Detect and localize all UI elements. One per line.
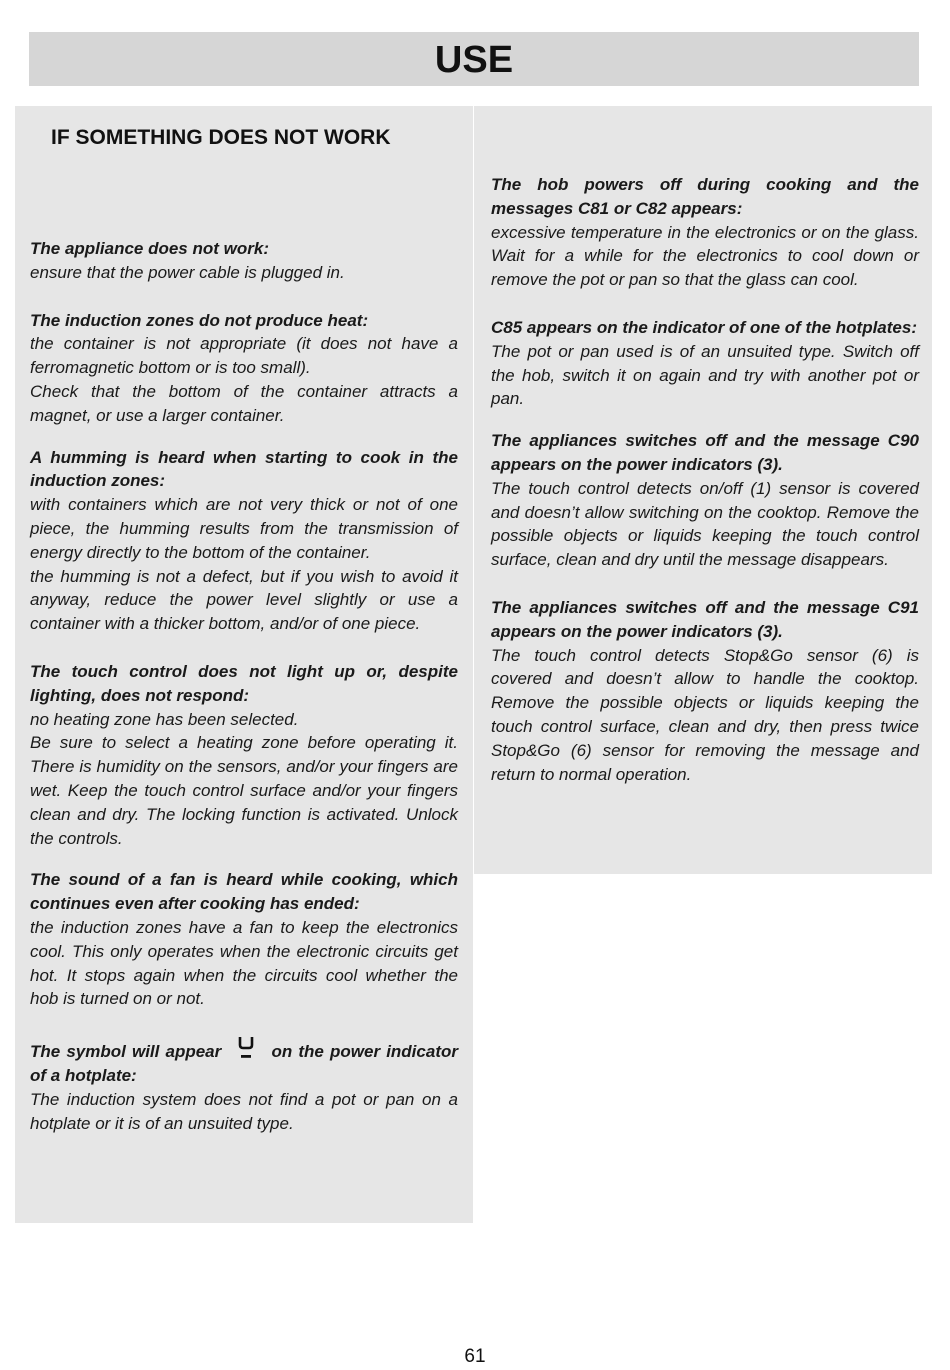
entry-answer: excessive temperature in the electronics or on the glass. Wait for a while for the electronics to cool down or remove the pot or pan so that the glass can cool. — [491, 222, 919, 290]
troubleshoot-entry — [30, 868, 458, 1011]
entry-question: The hob powers off during cooking and the messages C81 or C82 appears: — [491, 175, 919, 218]
entry-question: The appliances switches off and the message C90 appears on the power indicators (3). — [491, 431, 919, 474]
entry-question: The sound of a fan is heard while cooking, which continues even after cooking has ended: — [30, 870, 458, 914]
section-title: IF SOMETHING DOES NOT WORK — [51, 126, 391, 149]
troubleshoot-entry — [491, 429, 919, 572]
troubleshoot-entry — [30, 309, 458, 428]
entry-question-part: The symbol will appear — [30, 1042, 222, 1062]
left-column — [15, 106, 473, 1223]
entry-answer: The pot or pan used is of an unsuited type. Switch off the hob, switch it on again and try with another pot or pan. — [491, 341, 919, 409]
entry-answer: no heating zone has been selected. — [30, 709, 299, 729]
entry-question: C85 appears on the indicator of one of the hotplates: — [491, 317, 917, 337]
troubleshoot-entry — [30, 237, 458, 285]
right-entries — [491, 173, 919, 810]
troubleshoot-entry — [30, 446, 458, 636]
entry-answer: The touch control detects on/off (1) sensor is covered and doesn’t allow switching on the cooktop. Remove the possible objects or liquids keeping the touch control surface, clean and dry until the message disappears. — [491, 478, 919, 570]
left-entries — [30, 237, 458, 1159]
entry-answer: the container is not appropriate (it does not have a ferromagnetic bottom or is too small). — [30, 334, 458, 378]
no-pan-symbol-icon — [233, 1035, 259, 1061]
entry-answer: The touch control detects Stop&Go sensor (6) is covered and doesn’t allow to handle the cooktop. Remove the possible objects or liquids keeping the touch control surface, clean and dry, then press twice Stop&Go (6) sensor for removing the message and return to normal operation. — [491, 645, 919, 784]
troubleshoot-entry — [491, 316, 919, 411]
entry-question-part: on the power indicator of a hotplate: — [30, 1042, 458, 1085]
entry-answer: with containers which are not very thick or not of one piece, the humming results from the transmission of energy directly to the bottom of the container. — [30, 495, 458, 562]
entry-question: The appliances switches off and the message C91 appears on the power indicators (3). — [491, 597, 919, 641]
entry-question: A humming is heard when starting to cook in the induction zones: — [30, 447, 458, 491]
troubleshoot-entry — [30, 660, 458, 850]
entry-question: The appliance does not work: — [30, 239, 269, 258]
troubleshoot-entry — [30, 1035, 458, 1135]
entry-answer: The induction system does not find a pot or pan on a hotplate or it is of an unsuited type. — [30, 1089, 458, 1133]
right-column — [474, 106, 932, 874]
page-number: 61 — [464, 1346, 486, 1367]
troubleshoot-entry — [491, 596, 919, 786]
entry-question: The induction zones do not produce heat: — [30, 310, 369, 330]
entry-answer: Be sure to select a heating zone before operating it. There is humidity on the sensors, and/or your fingers are wet. Keep the touch control surface and/or your fingers clean and dry. The locking function is activated. Unlock the controls. — [30, 733, 458, 848]
entry-answer: Check that the bottom of the container attracts a magnet, or use a larger container. — [30, 381, 458, 425]
page-title: USE — [434, 39, 514, 81]
troubleshoot-entry — [491, 173, 919, 292]
entry-answer: ensure that the power cable is plugged in. — [30, 262, 345, 282]
entry-question — [30, 1035, 458, 1088]
page-header — [29, 32, 919, 86]
entry-answer: the humming is not a defect, but if you wish to avoid it anyway, reduce the power level slightly or use a container with a thicker bottom, and/or of one piece. — [30, 566, 458, 634]
entry-answer: the induction zones have a fan to keep the electronics cool. This only operates when the electronic circuits get hot. It stops again when the circuits cool whether the hob is turned on or not. — [30, 917, 458, 1009]
entry-question: The touch control does not light up or, despite lighting, does not respond: — [30, 661, 458, 705]
